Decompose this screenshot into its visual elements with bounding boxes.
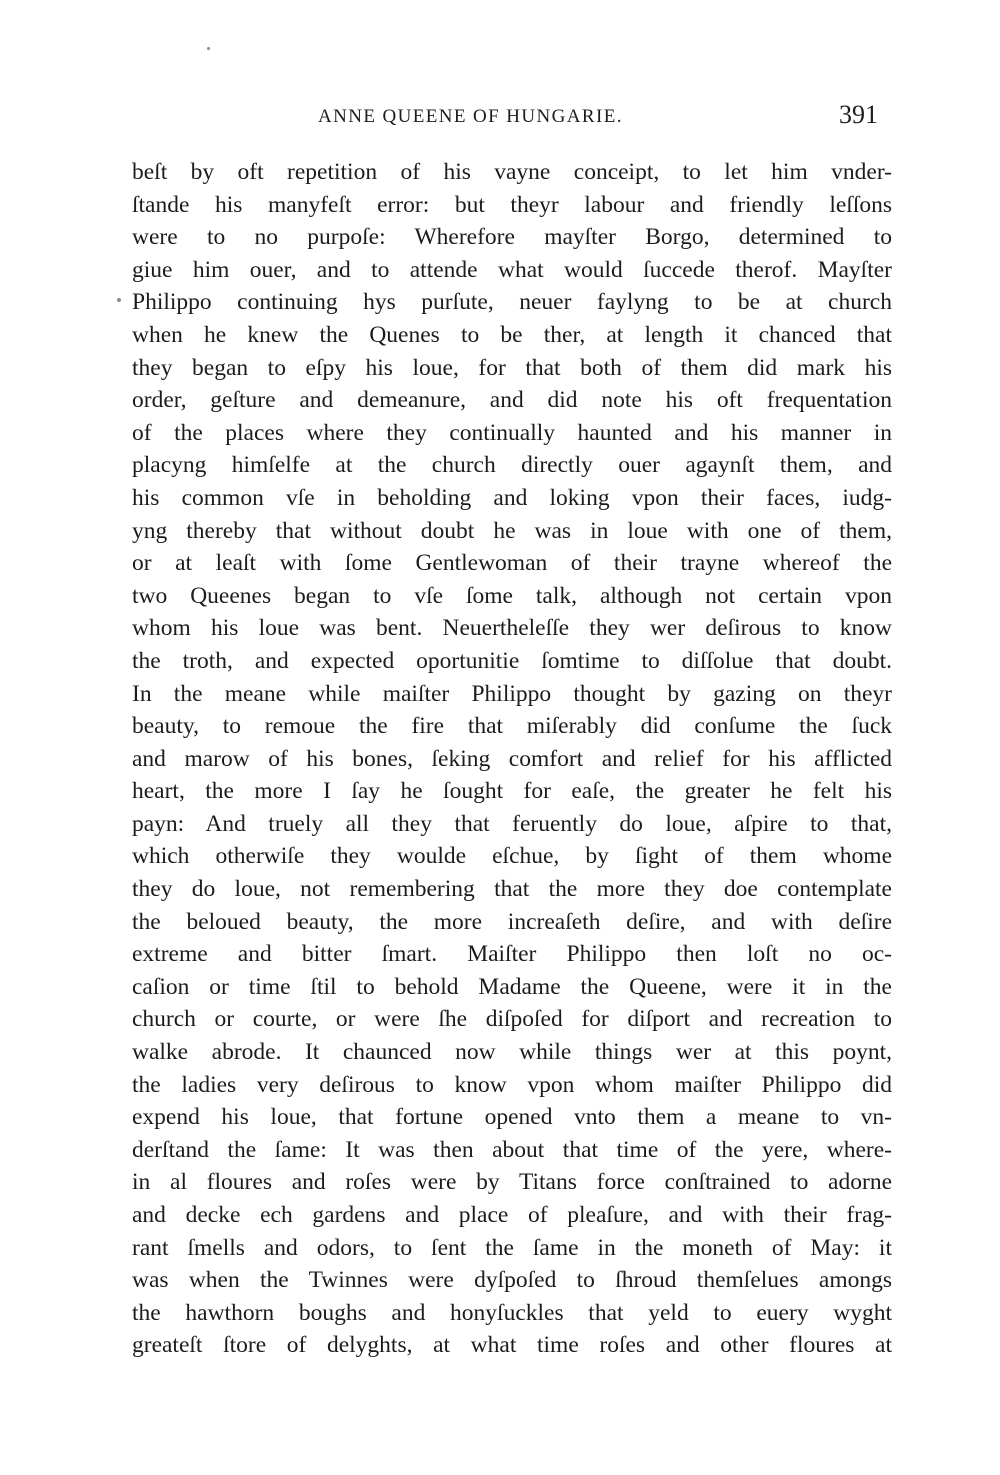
text-line: beſt by oft repetition of his vayne conceipt, to let him vnder-	[132, 159, 892, 185]
text-line: In the meane while maiſter Philippo thought by gazing on theyr	[132, 680, 892, 707]
text-line: giue him ouer, and to attende what would ſuccede therof. Mayſter	[132, 256, 892, 283]
text-line: beauty, to remoue the fire that miſerably did conſume the ſuck	[132, 713, 892, 740]
running-head	[318, 100, 878, 136]
text-line: derſtand the ſame: It was then about that time of the yere, where-	[132, 1136, 892, 1163]
page-number: 391	[839, 100, 878, 129]
text-line: Philippo continuing hys purſute, neuer faylyng to be at church	[132, 289, 892, 316]
text-line: which otherwiſe they woulde eſchue, by ſight of them whome	[132, 843, 892, 870]
text-line: caſion or time ſtil to behold Madame the Queene, were it in the	[132, 973, 892, 1000]
text-line: whom his loue was bent. Neuertheleſſe they wer deſirous to know	[132, 615, 892, 642]
text-line: the ladies very deſirous to know vpon whom maiſter Philippo did	[132, 1071, 892, 1098]
body-text	[132, 156, 892, 1362]
text-line: two Queenes began to vſe ſome talk, although not certain vpon	[132, 582, 892, 609]
text-line: when he knew the Quenes to be ther, at length it chanced that	[132, 321, 892, 348]
text-line: rant ſmells and odors, to ſent the ſame in the moneth of May: it	[132, 1234, 892, 1261]
text-line: church or courte, or were ſhe diſpoſed for diſport and recreation to	[132, 1006, 892, 1033]
text-line: were to no purpoſe: Wherefore mayſter Borgo, determined to	[132, 224, 892, 251]
ink-speck	[117, 298, 121, 302]
text-line: of the places where they continually haunted and his manner in	[132, 419, 892, 446]
text-line: the beloued beauty, the more increaſeth deſire, and with deſire	[132, 908, 892, 935]
text-line: the hawthorn boughs and honyſuckles that yeld to euery wyght	[132, 1299, 892, 1326]
text-line: ſtande his manyfeſt error: but theyr labour and friendly leſſons	[132, 191, 892, 218]
text-line: was when the Twinnes were dyſpoſed to ſhroud themſelues amongs	[132, 1267, 892, 1294]
text-line: expend his loue, that fortune opened vnto them a meane to vn-	[132, 1104, 892, 1131]
text-line: order, geſture and demeanure, and did note his oft frequentation	[132, 387, 892, 414]
running-title: ANNE QUEENE OF HUNGARIE.	[318, 106, 623, 127]
text-line: they do loue, not remembering that the more they doe contemplate	[132, 876, 892, 903]
text-line: heart, the more I ſay he ſought for eaſe, the greater he felt his	[132, 778, 892, 805]
text-line: and decke ech gardens and place of pleaſure, and with their frag-	[132, 1202, 892, 1228]
text-line: the troth, and expected oportunitie ſomtime to diſſolue that doubt.	[132, 647, 892, 674]
text-line: extreme and bitter ſmart. Maiſter Philippo then loſt no oc-	[132, 941, 892, 968]
text-line: and marow of his bones, ſeking comfort and relief for his afflicted	[132, 745, 892, 772]
text-line: placyng himſelfe at the church directly ouer agaynſt them, and	[132, 452, 892, 479]
text-line: or at leaſt with ſome Gentlewoman of their trayne whereof the	[132, 550, 892, 577]
ink-speck	[207, 47, 210, 50]
text-line: greateſt ſtore of delyghts, at what time roſes and other floures at	[132, 1332, 892, 1359]
text-line: walke abrode. It chaunced now while things wer at this poynt,	[132, 1039, 892, 1066]
text-line: they began to eſpy his loue, for that both of them did mark his	[132, 354, 892, 381]
text-line: payn: And truely all they that feruently do loue, aſpire to that,	[132, 810, 892, 837]
text-line: in al floures and roſes were by Titans force conſtrained to adorne	[132, 1169, 892, 1196]
text-line: yng thereby that without doubt he was in loue with one of them,	[132, 517, 892, 544]
text-line: his common vſe in beholding and loking vpon their faces, iudg-	[132, 484, 892, 511]
